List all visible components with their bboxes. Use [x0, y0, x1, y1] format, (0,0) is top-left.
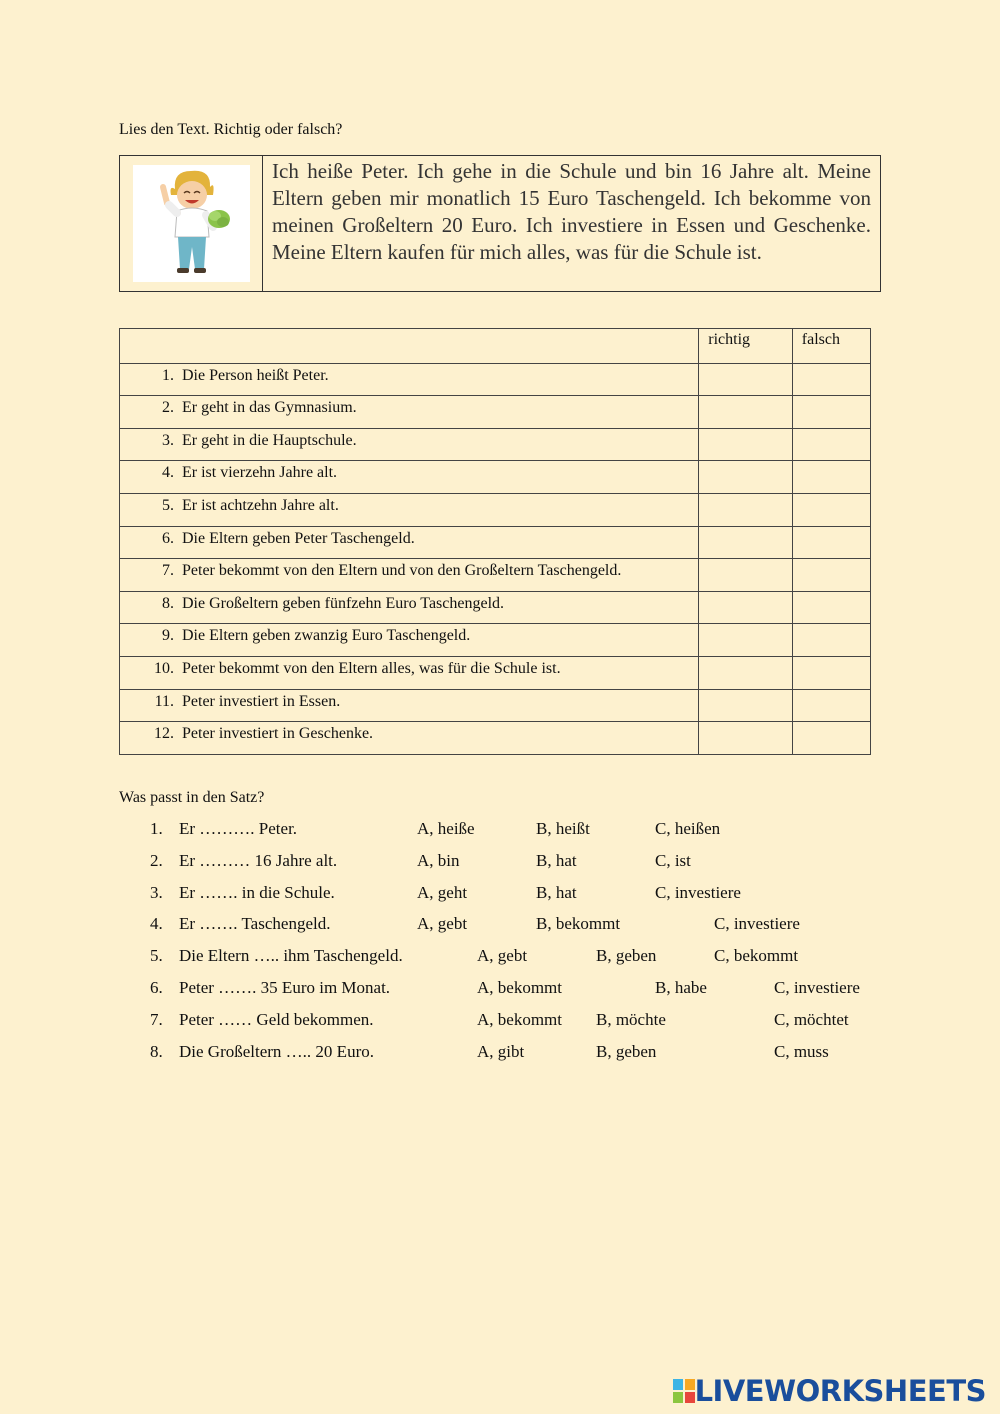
mc-question-number: 7.	[150, 1009, 163, 1029]
liveworksheets-logo-icon	[673, 1379, 695, 1403]
statement-header	[120, 329, 699, 364]
statement-cell	[120, 526, 699, 559]
instruction-read-text: Lies den Text. Richtig oder falsch?	[119, 121, 343, 138]
falsch-answer-cell[interactable]	[792, 396, 870, 429]
statement-cell	[120, 624, 699, 657]
statement-number: 11.	[154, 692, 174, 710]
mc-option-b[interactable]: B, geben	[596, 946, 657, 966]
falsch-answer-cell[interactable]	[792, 493, 870, 526]
table-row	[120, 493, 871, 526]
statement-number: 5.	[162, 496, 174, 514]
richtig-answer-cell[interactable]	[699, 591, 793, 624]
mc-option-a[interactable]: A, gebt	[477, 946, 528, 966]
mc-option-b[interactable]: B, bekommt	[536, 914, 621, 934]
statement-text: Die Eltern geben Peter Taschengeld.	[182, 529, 415, 547]
table-row	[120, 363, 871, 396]
mc-option-b[interactable]: B, geben	[596, 1041, 657, 1061]
statement-number: 4.	[162, 464, 174, 482]
table-row	[120, 559, 871, 592]
liveworksheets-logo	[673, 1374, 986, 1408]
statement-text: Er geht in das Gymnasium.	[182, 399, 357, 417]
falsch-answer-cell[interactable]	[792, 722, 870, 755]
table-row	[120, 461, 871, 494]
statement-number: 6.	[162, 529, 174, 547]
statement-text: Peter bekommt von den Eltern und von den Großeltern Taschengeld.	[182, 562, 622, 580]
boy-with-money-illustration	[133, 165, 250, 282]
falsch-answer-cell[interactable]	[792, 559, 870, 592]
mc-option-a[interactable]: A, bekommt	[477, 1009, 562, 1029]
statement-text: Peter bekommt von den Eltern alles, was für die Schule ist.	[182, 659, 561, 677]
richtig-answer-cell[interactable]	[699, 559, 793, 592]
mc-option-a[interactable]: A, geht	[417, 882, 468, 902]
falsch-answer-cell[interactable]	[792, 591, 870, 624]
table-row	[120, 624, 871, 657]
mc-option-a[interactable]: A, bin	[417, 850, 460, 870]
richtig-answer-cell[interactable]	[699, 396, 793, 429]
falsch-answer-cell[interactable]	[792, 461, 870, 494]
mc-question-number: 4.	[150, 914, 163, 934]
table-row	[120, 656, 871, 689]
richtig-answer-cell[interactable]	[699, 722, 793, 755]
mc-question-row	[150, 978, 890, 1002]
falsch-answer-cell[interactable]	[792, 689, 870, 722]
mc-option-a[interactable]: A, heiße	[417, 819, 475, 838]
statement-text: Die Person heißt Peter.	[182, 366, 329, 384]
reading-image-cell	[120, 156, 263, 291]
mc-option-c[interactable]: C, bekommt	[714, 946, 799, 966]
reading-text: Ich heiße Peter. Ich gehe in die Schule und bin 16 Jahre alt. Meine Eltern geben mir monatlich 15 Euro Taschengeld. Ich bekomme von meinen Großeltern 20 Euro. Ich investiere in Essen und Geschenke. Meine Eltern kaufen für mich alles, was für die Schule ist.	[272, 159, 871, 264]
mc-question-number: 3.	[150, 882, 163, 902]
mc-option-a[interactable]: A, gebt	[417, 914, 468, 934]
statement-number: 1.	[162, 366, 174, 384]
table-row	[120, 526, 871, 559]
mc-option-b[interactable]: B, hat	[536, 850, 577, 870]
reading-box	[119, 155, 881, 292]
liveworksheets-logo-text: LIVEWORKSHEETS	[694, 1374, 986, 1408]
statement-text: Peter investiert in Essen.	[182, 692, 341, 710]
mc-sentence: Die Eltern ….. ihm Taschengeld.	[179, 946, 403, 966]
table-row	[120, 591, 871, 624]
mc-option-b[interactable]: B, heißt	[536, 819, 590, 838]
falsch-answer-cell[interactable]	[792, 656, 870, 689]
statement-text: Die Eltern geben zwanzig Euro Taschengeld.	[182, 627, 471, 645]
statement-cell	[120, 493, 699, 526]
table-row	[120, 722, 871, 755]
falsch-answer-cell[interactable]	[792, 624, 870, 657]
statement-cell	[120, 461, 699, 494]
mc-question-row	[150, 883, 890, 907]
mc-question-row	[150, 1042, 890, 1066]
statement-text: Er ist vierzehn Jahre alt.	[182, 464, 338, 482]
mc-question-row	[150, 851, 890, 875]
statement-cell	[120, 591, 699, 624]
table-row	[120, 396, 871, 429]
richtig-answer-cell[interactable]	[699, 363, 793, 396]
mc-option-c[interactable]: C, investiere	[774, 978, 860, 997]
mc-option-c[interactable]: C, ist	[655, 850, 691, 870]
richtig-answer-cell[interactable]	[699, 656, 793, 689]
mc-option-c[interactable]: C, muss	[774, 1041, 829, 1061]
statement-cell	[120, 656, 699, 689]
statement-number: 12.	[154, 725, 174, 743]
mc-option-c[interactable]: C, investiere	[714, 914, 800, 934]
statement-cell	[120, 428, 699, 461]
statement-text: Er geht in die Hauptschule.	[182, 431, 357, 449]
richtig-answer-cell[interactable]	[699, 526, 793, 559]
mc-option-b[interactable]: B, hat	[536, 882, 577, 902]
statement-cell	[120, 363, 699, 396]
mc-question-row	[150, 946, 890, 970]
falsch-answer-cell[interactable]	[792, 363, 870, 396]
mc-option-b[interactable]: B, möchte	[596, 1009, 666, 1029]
mc-question-number: 2.	[150, 850, 163, 870]
falsch-answer-cell[interactable]	[792, 428, 870, 461]
statement-number: 10.	[154, 659, 174, 677]
statement-text: Peter investiert in Geschenke.	[182, 725, 374, 743]
mc-question-number: 6.	[150, 978, 163, 997]
mc-sentence: Peter ……. 35 Euro im Monat.	[179, 978, 391, 997]
mc-option-a[interactable]: A, gibt	[477, 1041, 525, 1061]
falsch-header: falsch	[792, 329, 870, 364]
mc-option-c[interactable]: C, investiere	[655, 882, 741, 902]
table-row	[120, 689, 871, 722]
mc-option-b[interactable]: B, habe	[655, 978, 707, 997]
mc-sentence: Er ……. in die Schule.	[179, 882, 335, 902]
mc-option-a[interactable]: A, bekommt	[477, 978, 562, 997]
true-false-table	[119, 328, 871, 755]
statement-number: 3.	[162, 431, 174, 449]
mc-question-number: 5.	[150, 946, 163, 966]
mc-question-row	[150, 819, 890, 843]
statement-number: 2.	[162, 399, 174, 417]
mc-option-c[interactable]: C, möchtet	[774, 1009, 849, 1029]
statement-number: 7.	[162, 562, 174, 580]
mc-sentence: Er ……… 16 Jahre alt.	[179, 850, 338, 870]
statement-cell	[120, 689, 699, 722]
richtig-answer-cell[interactable]	[699, 624, 793, 657]
richtig-answer-cell[interactable]	[699, 428, 793, 461]
mc-question-number: 1.	[150, 819, 163, 838]
richtig-answer-cell[interactable]	[699, 461, 793, 494]
table-row	[120, 428, 871, 461]
mc-option-c[interactable]: C, heißen	[655, 819, 721, 838]
mc-sentence: Er ……. Taschengeld.	[179, 914, 331, 934]
statement-cell	[120, 396, 699, 429]
statement-text: Er ist achtzehn Jahre alt.	[182, 496, 339, 514]
falsch-answer-cell[interactable]	[792, 526, 870, 559]
richtig-header: richtig	[699, 329, 793, 364]
richtig-answer-cell[interactable]	[699, 493, 793, 526]
mc-sentence: Peter …… Geld bekommen.	[179, 1009, 374, 1029]
statement-number: 9.	[162, 627, 174, 645]
statement-number: 8.	[162, 594, 174, 612]
instruction-fill-gap: Was passt in den Satz?	[119, 789, 265, 806]
statement-cell	[120, 559, 699, 592]
mc-question-row	[150, 1010, 890, 1034]
table-header-row	[120, 329, 871, 364]
statement-text: Die Großeltern geben fünfzehn Euro Taschengeld.	[182, 594, 505, 612]
richtig-answer-cell[interactable]	[699, 689, 793, 722]
mc-sentence: Die Großeltern ….. 20 Euro.	[179, 1041, 374, 1061]
mc-question-number: 8.	[150, 1041, 163, 1061]
mc-sentence: Er ………. Peter.	[179, 819, 298, 838]
statement-cell	[120, 722, 699, 755]
mc-question-row	[150, 914, 890, 938]
